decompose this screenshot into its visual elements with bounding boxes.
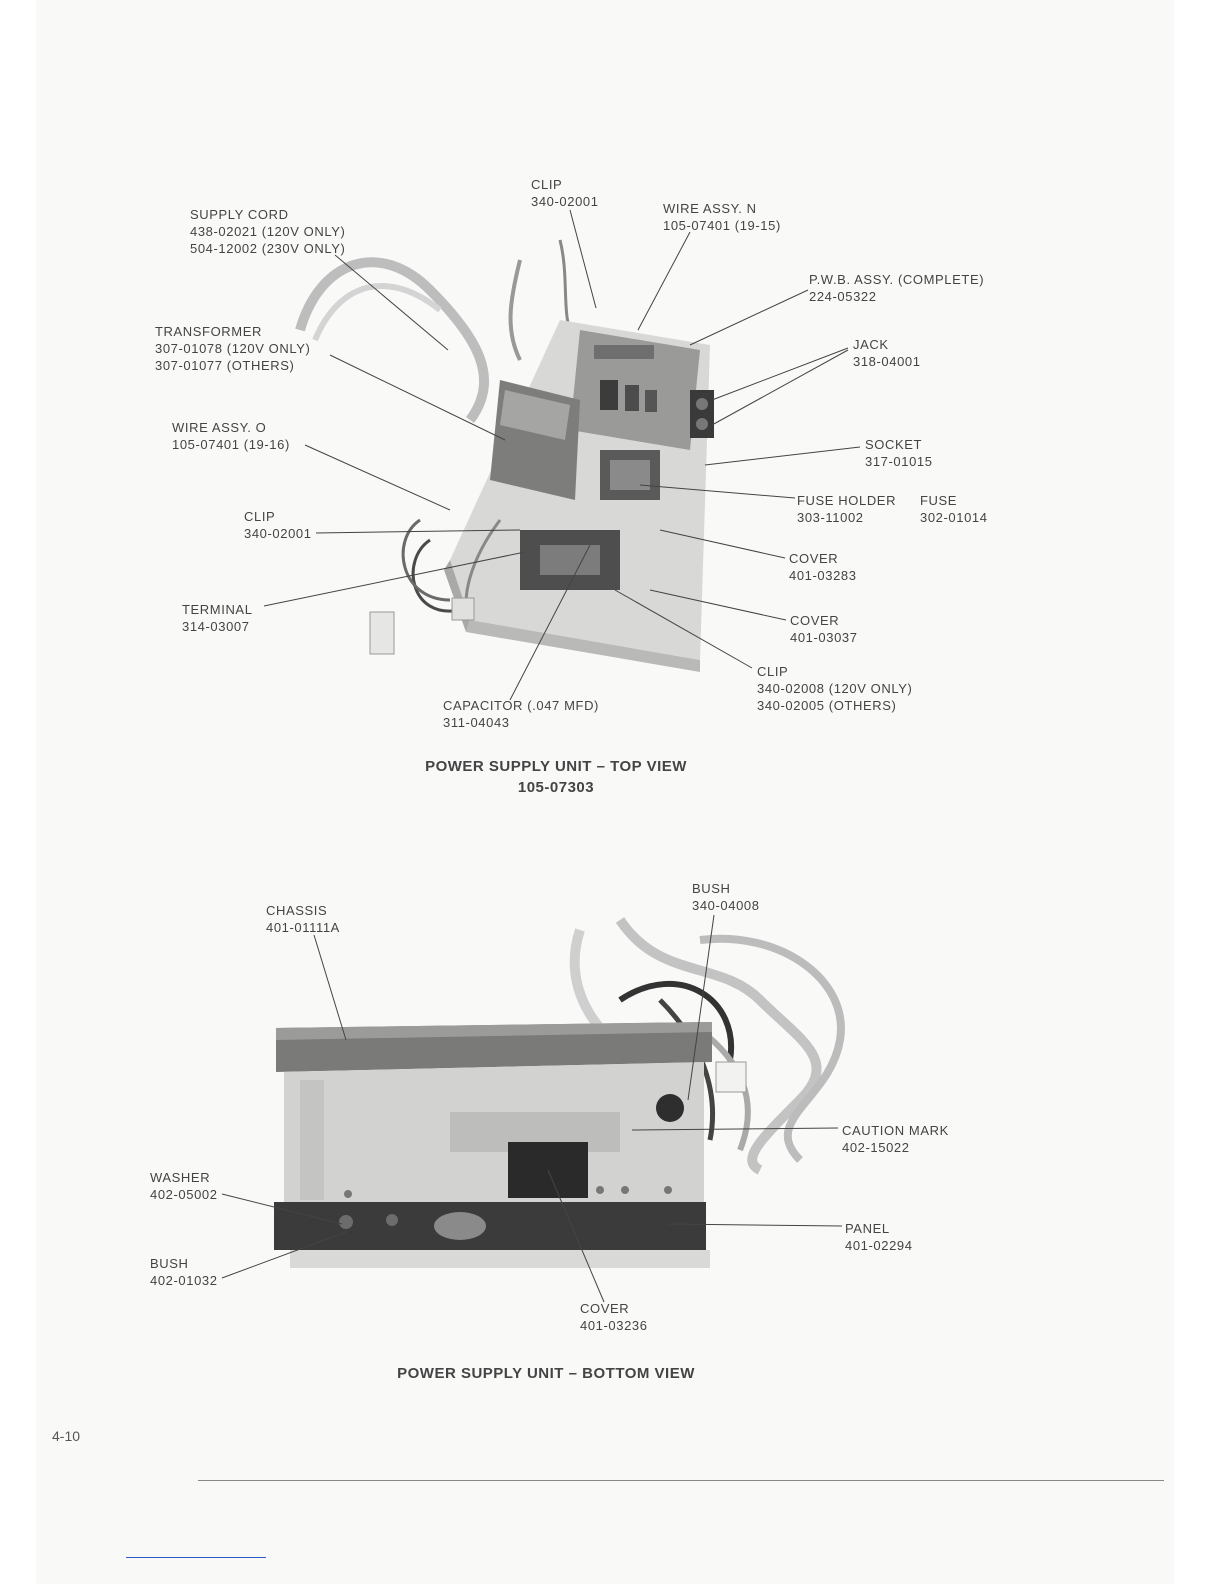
bottom-view-photo [274,920,841,1268]
label-bush-left-name: BUSH [150,1256,189,1271]
label-jack [853,336,921,370]
label-clip-left-part: 340-02001 [244,526,312,541]
label-cover-1-name: COVER [789,551,839,566]
label-chassis-part: 401-01111A [266,920,340,935]
label-fuse-holder [797,492,896,526]
label-pwb-part: 224-05322 [809,289,877,304]
label-supply-cord-part-120v: 438-02021 (120V ONLY) [190,224,346,239]
label-socket-name: SOCKET [865,437,923,452]
label-washer-part: 402-05002 [150,1187,218,1202]
label-cover-bottom-name: COVER [580,1301,630,1316]
label-clip-bottom-part-others: 340-02005 (OTHERS) [757,698,897,713]
label-bush-top [692,880,760,914]
label-bush-top-part: 340-04008 [692,898,760,913]
page-number: 4-10 [52,1428,81,1444]
label-socket [865,436,933,470]
label-clip-bottom [757,663,912,714]
label-cover-2-part: 401-03037 [790,630,858,645]
label-chassis [266,902,340,936]
label-bush-left [150,1255,218,1289]
label-supply-cord-name: SUPPLY CORD [190,207,289,222]
label-caution-mark-name: CAUTION MARK [842,1123,949,1138]
label-bush-left-part: 402-01032 [150,1273,218,1288]
label-wire-o-name: WIRE ASSY. O [172,420,267,435]
label-wire-assy-n [663,200,781,234]
label-panel [845,1220,913,1254]
label-bush-top-name: BUSH [692,881,731,896]
label-cover-1 [789,550,857,584]
label-transformer [155,323,310,374]
label-capacitor-name: CAPACITOR (.047 MFD) [443,698,599,713]
label-clip-top-name: CLIP [531,177,563,192]
label-terminal-part: 314-03007 [182,619,250,634]
label-terminal [182,601,253,635]
label-clip-left [244,508,312,542]
label-pwb-name: P.W.B. ASSY. (COMPLETE) [809,272,985,287]
label-wire-n-name: WIRE ASSY. N [663,201,757,216]
label-cover-bottom-part: 401-03236 [580,1318,648,1333]
label-panel-name: PANEL [845,1221,890,1236]
label-fuse-part: 302-01014 [920,510,988,525]
label-clip-left-name: CLIP [244,509,276,524]
footer-rule [198,1480,1164,1481]
label-wire-n-part: 105-07401 (19-15) [663,218,781,233]
label-pwb-assy [809,271,984,305]
label-cover-1-part: 401-03283 [789,568,857,583]
label-clip-bottom-name: CLIP [757,664,789,679]
label-caution-mark [842,1122,949,1156]
label-clip-bottom-part-120v: 340-02008 (120V ONLY) [757,681,913,696]
label-cover-bottom [580,1300,648,1334]
label-cover-2-name: COVER [790,613,840,628]
bottom-view-caption [346,1365,746,1382]
label-supply-cord [190,206,345,257]
footer-blue-line [126,1557,266,1558]
bottom-view-caption-title: POWER SUPPLY UNIT – BOTTOM VIEW [397,1365,695,1382]
label-clip-top-part: 340-02001 [531,194,599,209]
label-fuse-holder-name: FUSE HOLDER [797,493,897,508]
label-transformer-part-others: 307-01077 (OTHERS) [155,358,295,373]
label-socket-part: 317-01015 [865,454,933,469]
label-clip-top [531,176,599,210]
label-washer [150,1169,218,1203]
top-view-caption-title: POWER SUPPLY UNIT – TOP VIEW [425,758,687,775]
label-wire-assy-o [172,419,290,453]
top-view-caption-part: 105-07303 [517,779,595,796]
label-chassis-name: CHASSIS [266,903,328,918]
label-fuse-name: FUSE [920,493,958,508]
top-view-caption [356,758,756,796]
label-fuse-holder-part: 303-11002 [797,510,864,525]
label-transformer-name: TRANSFORMER [155,324,262,339]
label-wire-o-part: 105-07401 (19-16) [172,437,290,452]
label-capacitor [443,697,599,731]
label-transformer-part-120v: 307-01078 (120V ONLY) [155,341,311,356]
label-washer-name: WASHER [150,1170,211,1185]
label-fuse [920,492,988,526]
label-caution-mark-part: 402-15022 [842,1140,910,1155]
label-jack-part: 318-04001 [853,354,921,369]
label-terminal-name: TERMINAL [182,602,253,617]
label-cover-2 [790,612,858,646]
label-capacitor-part: 311-04043 [443,715,510,730]
label-jack-name: JACK [853,337,889,352]
label-panel-part: 401-02294 [845,1238,913,1253]
label-supply-cord-part-230v: 504-12002 (230V ONLY) [190,241,346,256]
